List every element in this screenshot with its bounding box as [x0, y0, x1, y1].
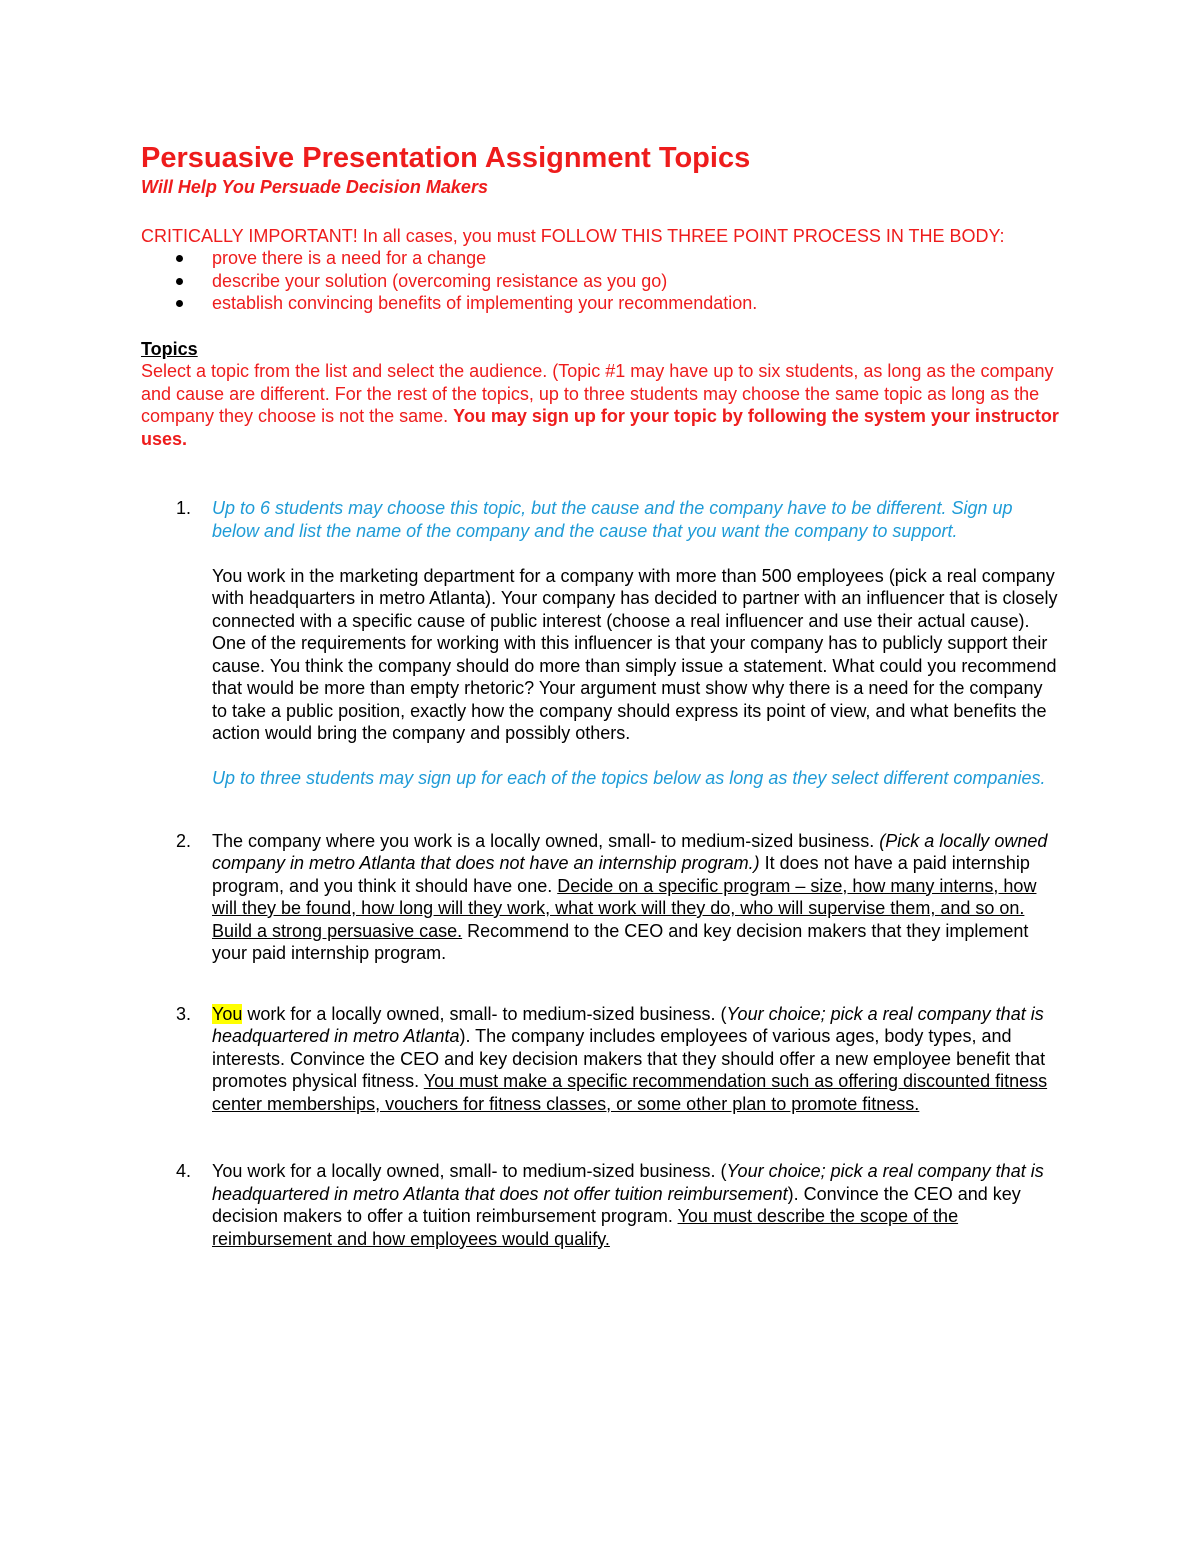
topic1-note2: Up to three students may sign up for each of the topics below as long as they select different companies.	[212, 768, 1046, 788]
topics-list	[141, 497, 1061, 1250]
document-page	[141, 140, 1061, 1250]
bullet-icon	[176, 255, 183, 262]
topic-item-3: 3. You work for a locally owned, small- to medium-sized business. (Your choice; pick a real company that is headquartered in metro Atlanta). The company includes employees of various ages, body types, and interests. Convince the CEO and key decision makers that they should offer a new employee benefit that promotes physical fitness. You must make a specific recommendation such as offering discounted fitness center memberships, vouchers for fitness classes, or some other plan to promote fitness.	[141, 1003, 1061, 1116]
process-list	[141, 247, 1061, 315]
topic-item-1: 1. Up to 6 students may choose this topic, but the cause and the company have to be different. Sign up below and list the name of the company and the cause that you want the company to support. You work in the marketing department for a company with more than 500 employees (pick a real company with headquarters in metro Atlanta). Your company has decided to partner with an influencer that is closely connected with a specific cause of public interest (choose a real influencer and use their actual cause). One of the requirements for working with this influencer is that your company has to publicly support their cause. You think the company should do more than simply issue a statement. What could you recommend that would be more than empty rhetoric? Your argument must show why there is a need for the company to take a public position, exactly how the company should express its point of view, and what benefits the action would bring the company and possibly others. Up to three students may sign up for each of the topics below as long as they select different companies.	[141, 497, 1061, 790]
topic-item-2: 2. The company where you work is a locally owned, small- to medium-sized business. (Pick a locally owned company in metro Atlanta that does not have an internship program.) It does not have a paid internship program, and you think it should have one. Decide on a specific program – size, how many interns, how will they be found, how long will they work, what work will they do, who will supervise them, and so on. Build a strong persuasive case. Recommend to the CEO and key decision makers that they implement your paid internship program.	[141, 830, 1061, 965]
bullet-icon	[176, 278, 183, 285]
topic4-body: You work for a locally owned, small- to medium-sized business. (Your choice; pick a real company that is headquartered in metro Atlanta that does not offer tuition reimbursement). Convince the CEO and key decision makers to offer a tuition reimbursement program. You must describe the scope of the reimbursement and how employees would qualify.	[212, 1161, 1044, 1249]
critical-notice: CRITICALLY IMPORTANT! In all cases, you must FOLLOW THIS THREE POINT PROCESS IN THE BODY:	[141, 225, 1005, 246]
topic-item-4: 4. You work for a locally owned, small- to medium-sized business. (Your choice; pick a real company that is headquartered in metro Atlanta that does not offer tuition reimbursement). Convince the CEO and key decision makers to offer a tuition reimbursement program. You must describe the scope of the reimbursement and how employees would qualify.	[141, 1160, 1061, 1250]
topic2-body: The company where you work is a locally owned, small- to medium-sized business. (Pick a locally owned company in metro Atlanta that does not have an internship program.) It does not have a paid internship program, and you think it should have one. Decide on a specific program – size, how many interns, how will they be found, how long will they work, what work will they do, who will supervise them, and so on. Build a strong persuasive case. Recommend to the CEO and key decision makers that they implement your paid internship program.	[212, 830, 1048, 963]
topics-intro: Select a topic from the list and select the audience. (Topic #1 may have up to six students, as long as the company and cause are different. For the rest of the topics, up to three students may choose the same topic as long as the company they choose is not the same. You may sign up for your topic by following the system your instructor uses.	[141, 361, 1059, 449]
document-subtitle: Will Help You Persuade Decision Makers	[141, 177, 488, 197]
topic3-body: You work for a locally owned, small- to medium-sized business. (Your choice; pick a real company that is headquartered in metro Atlanta). The company includes employees of various ages, body types, and interests. Convince the CEO and key decision makers that they should offer a new employee benefit that promotes physical fitness. You must make a specific recommendation such as offering discounted fitness center memberships, vouchers for fitness classes, or some other plan to promote fitness.	[212, 1003, 1048, 1114]
topics-heading: Topics	[141, 338, 198, 359]
process-item: prove there is a need for a change	[141, 247, 1061, 270]
process-item: establish convincing benefits of implementing your recommendation.	[141, 292, 1061, 315]
topic1-note: Up to 6 students may choose this topic, but the cause and the company have to be different. Sign up below and list the name of the company and the cause that you want the company to support.	[212, 498, 1013, 541]
topic1-body: You work in the marketing department for a company with more than 500 employees (pick a real company with headquarters in metro Atlanta). Your company has decided to partner with an influencer that is closely connected with a specific cause of public interest (choose a real influencer and use their actual cause). One of the requirements for working with this influencer is that your company has to publicly support their cause. You think the company should do more than simply issue a statement. What could you recommend that would be more than empty rhetoric? Your argument must show why there is a need for the company to take a public position, exactly how the company should express its point of view, and what benefits the action would bring the company and possibly others.	[212, 565, 1058, 743]
document-title: Persuasive Presentation Assignment Topics	[141, 142, 751, 174]
bullet-icon	[176, 300, 183, 307]
process-item: describe your solution (overcoming resistance as you go)	[141, 270, 1061, 293]
